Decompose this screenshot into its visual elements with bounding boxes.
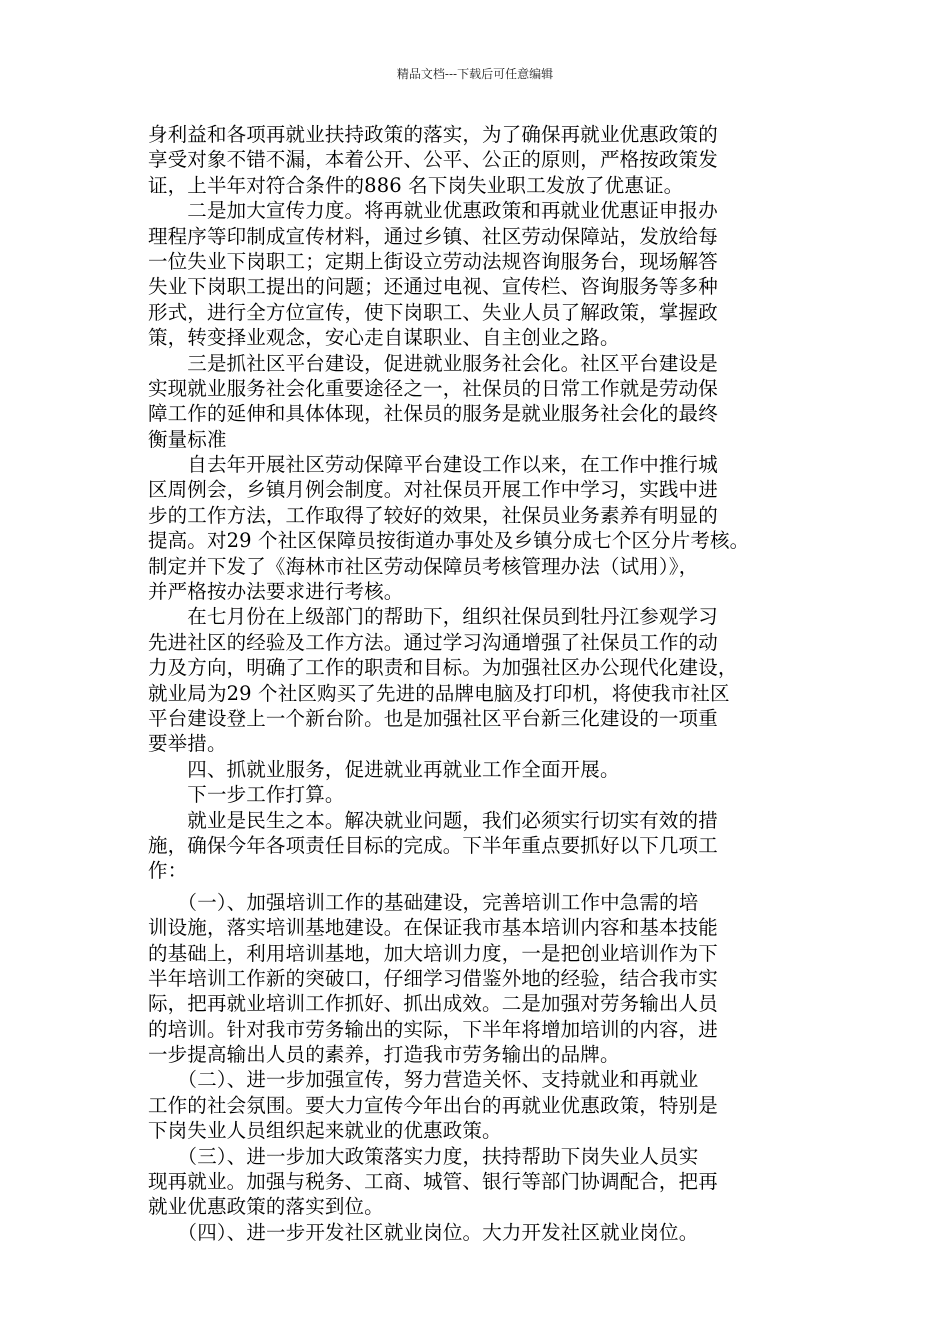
text-line: 理程序等印制成宣传材料，通过乡镇、社区劳动保障站，发放给每 [148, 224, 718, 248]
text-line: 就业优惠政策的落实到位。 [148, 1195, 384, 1219]
text-line: 下岗失业人员组织起来就业的优惠政策。 [148, 1119, 502, 1143]
paragraph [148, 1144, 808, 1220]
text-line: 区周例会，乡镇月例会制度。对社保员开展工作中学习，实践中进 [148, 478, 718, 502]
text-line: 障工作的延伸和具体体现，社保员的服务是就业服务社会化的最终 [148, 402, 718, 426]
text-line: 一步提高输出人员的素养，打造我市劳务输出的品牌。 [148, 1043, 620, 1067]
text-line: 实现就业服务社会化重要途径之一，社保员的日常工作就是劳动保 [148, 376, 718, 400]
text-line: 二是加大宣传力度。将再就业优惠政策和再就业优惠证申报办 [148, 199, 718, 223]
text-line: 就业是民生之本。解决就业问题，我们必须实行切实有效的措 [148, 808, 718, 832]
text-line: 下一步工作打算。 [148, 783, 345, 807]
text-line: （三）、进一步加大政策落实力度，扶持帮助下岗失业人员实 [148, 1144, 699, 1168]
text-line: 身利益和各项再就业扶持政策的落实，为了确保再就业优惠政策的 [148, 123, 718, 146]
text-line: 工作的社会氛围。要大力宣传今年出台的再就业优惠政策，特别是 [148, 1093, 718, 1117]
paragraph [148, 122, 808, 198]
document-body [148, 122, 808, 1245]
text-line: 力及方向，明确了工作的职责和目标。为加强社区办公现代化建设， [148, 656, 738, 680]
text-line: （四）、进一步开发社区就业岗位。大力开发社区就业岗位。 [148, 1220, 699, 1244]
text-line: 策，转变择业观念，安心走自谋职业、自主创业之路。 [148, 326, 620, 350]
text-line: 际，把再就业培训工作抓好、抓出成效。二是加强对劳务输出人员 [148, 992, 718, 1016]
paragraph [148, 452, 808, 604]
paragraph [148, 808, 808, 884]
text-line: 训设施，落实培训基地建设。在保证我市基本培训内容和基本技能 [148, 916, 718, 940]
paragraph [148, 890, 808, 1068]
text-line: 的基础上，利用培训基地，加大培训力度，一是把创业培训作为下 [148, 941, 718, 965]
text-line: 平台建设登上一个新台阶。也是加强社区平台新三化建设的一项重 [148, 706, 718, 730]
paragraph [148, 782, 808, 807]
text-line: 在七月份在上级部门的帮助下，组织社保员到牡丹江参观学习 [148, 605, 718, 629]
paragraph [148, 604, 808, 756]
text-line: 就业局为29 个社区购买了先进的品牌电脑及打印机，将使我市社区 [148, 681, 730, 705]
text-line: 四、抓就业服务，促进就业再就业工作全面开展。 [148, 757, 620, 781]
text-line: 享受对象不错不漏，本着公开、公平、公正的原则，严格按政策发 [148, 148, 718, 172]
text-line: 一位失业下岗职工；定期上街设立劳动法规咨询服务台，现场解答 [148, 249, 718, 273]
text-line: 制定并下发了《海林市社区劳动保障员考核管理办法（试用）》， [148, 554, 699, 578]
paragraph [148, 1067, 808, 1143]
text-line: 现再就业。加强与税务、工商、城管、银行等部门协调配合，把再 [148, 1170, 718, 1194]
paragraph [148, 1220, 808, 1245]
text-line: 的培训。针对我市劳务输出的实际，下半年将增加培训的内容，进 [148, 1017, 718, 1041]
text-line: 证，上半年对符合条件的886 名下岗失业职工发放了优惠证。 [148, 173, 684, 197]
text-line: 先进社区的经验及工作方法。通过学习沟通增强了社保员工作的动 [148, 630, 718, 654]
text-line: （一）、加强培训工作的基础建设，完善培训工作中急需的培 [148, 890, 699, 914]
paragraph [148, 757, 808, 782]
text-line: 并严格按办法要求进行考核。 [148, 580, 404, 604]
page-header: 精品文档---下载后可任意编辑 [396, 67, 554, 81]
text-line: 衡量标准 [148, 427, 227, 451]
text-line: 提高。对29 个社区保障员按街道办事处及乡镇分成七个区分片考核。 [148, 529, 750, 553]
text-line: 要举措。 [148, 732, 227, 756]
text-line: 施，确保今年各项责任目标的完成。下半年重点要抓好以下几项工 [148, 833, 718, 857]
text-line: 三是抓社区平台建设，促进就业服务社会化。社区平台建设是 [148, 351, 718, 375]
text-line: 步的工作方法，工作取得了较好的效果，社保员业务素养有明显的 [148, 503, 718, 527]
text-line: 自去年开展社区劳动保障平台建设工作以来，在工作中推行城 [148, 453, 718, 477]
text-line: 作： [148, 859, 188, 883]
text-line: 形式，进行全方位宣传，使下岗职工、失业人员了解政策，掌握政 [148, 300, 718, 324]
text-line: 半年培训工作新的突破口，仔细学习借鉴外地的经验，结合我市实 [148, 966, 718, 990]
text-line: 失业下岗职工提出的问题；还通过电视、宣传栏、咨询服务等多种 [148, 275, 718, 299]
paragraph [148, 198, 808, 350]
paragraph [148, 351, 808, 453]
text-line: （二）、进一步加强宣传，努力营造关怀、支持就业和再就业 [148, 1068, 699, 1092]
